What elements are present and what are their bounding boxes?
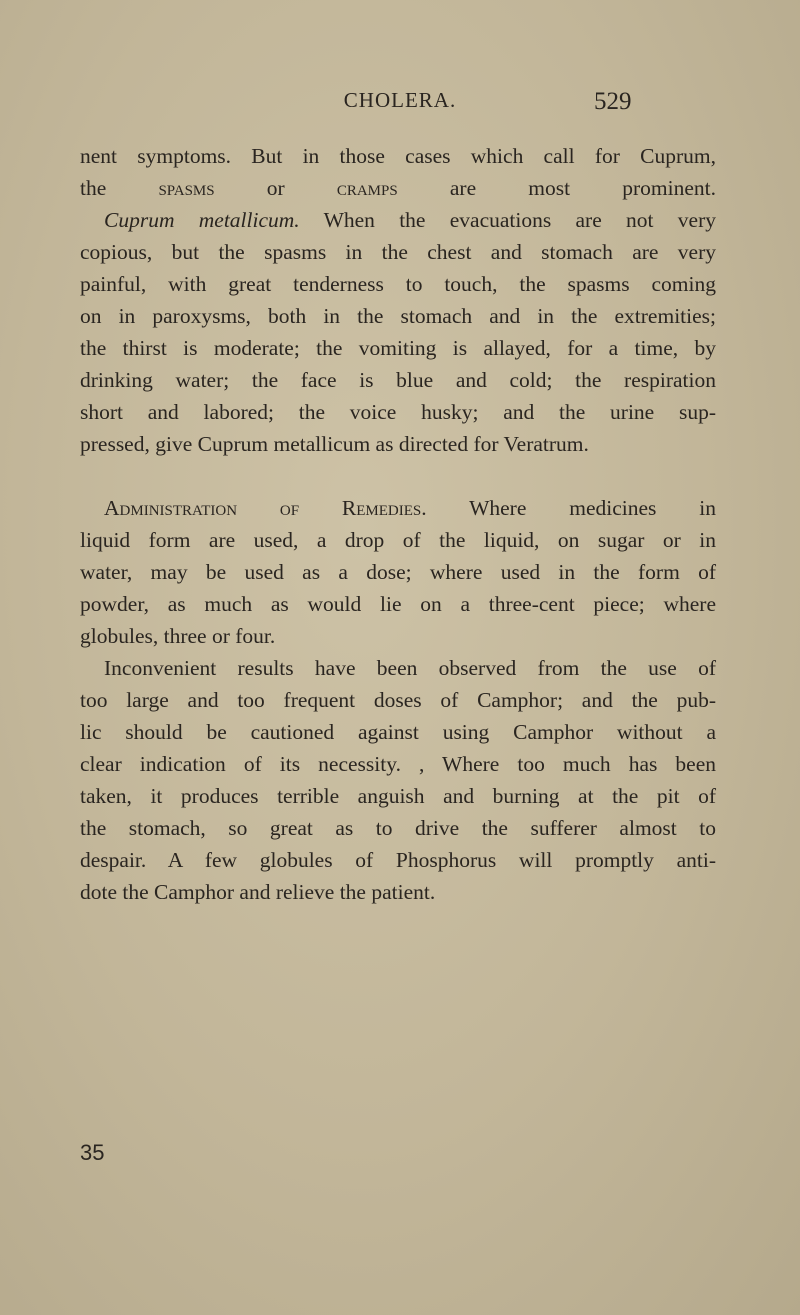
page-number: 529 [594, 88, 632, 115]
text-line [80, 204, 716, 236]
text-run: Where medicines in [426, 496, 716, 520]
text-line [80, 172, 716, 204]
text-line: the thirst is moderate; the vomiting is allayed, for a time, by [80, 336, 716, 360]
remedy-heading: Cuprum metallicum. [104, 208, 300, 232]
text-line: clear indication of its necessity. , Where too much has been [80, 752, 716, 776]
text-line: liquid form are used, a drop of the liquid, on sugar or in [80, 528, 716, 552]
text-line: globules, three or four. [80, 624, 276, 648]
text-line: drinking water; the face is blue and cold; the respiration [80, 368, 716, 392]
text-line: water, may be used as a dose; where used in the form of [80, 560, 716, 584]
text-line: copious, but the spasms in the chest and stomach are very [80, 240, 716, 264]
text-line: lic should be cautioned against using Camphor without a [80, 720, 716, 744]
body-text [80, 140, 716, 908]
text-line: nent symptoms. But in those cases which call for Cuprum, [80, 144, 716, 168]
text-line: despair. A few globules of Phosphorus will promptly anti- [80, 848, 716, 872]
text-line: short and labored; the voice husky; and the urine sup- [80, 400, 716, 424]
text-line: powder, as much as would lie on a three-cent piece; where [80, 592, 716, 616]
text-run: or [214, 176, 337, 200]
text-run: When the evacuations are not very [299, 208, 716, 232]
text-line [80, 492, 716, 524]
text-line: taken, it produces terrible anguish and burning at the pit of [80, 784, 716, 808]
text-line: too large and too frequent doses of Camphor; and the pub- [80, 688, 716, 712]
text-run: are most prominent. [397, 176, 716, 200]
text-line: on in paroxysms, both in the stomach and in the extremities; [80, 304, 716, 328]
section-heading: Administration of Remedies. [104, 496, 427, 520]
small-caps-term: spasms [158, 176, 215, 200]
paragraph-cuprum [80, 140, 716, 460]
running-header: CHOLERA. [343, 88, 457, 112]
text-line: pressed, give Cuprum metallicum as directed for Veratrum. [80, 432, 589, 456]
text-line: dote the Camphor and relieve the patient. [80, 880, 436, 904]
paragraph-administration [80, 492, 716, 652]
small-caps-term: cramps [336, 176, 398, 200]
signature-mark: 35 [80, 1140, 105, 1165]
paragraph-gap [80, 460, 716, 492]
text-line: painful, with great tenderness to touch, the spasms coming [80, 272, 716, 296]
text-run: the [80, 176, 159, 200]
text-line: Inconvenient results have been observed from the use of [104, 656, 716, 680]
text-line: the stomach, so great as to drive the sufferer almost to [80, 816, 716, 840]
paragraph-camphor [80, 652, 716, 908]
